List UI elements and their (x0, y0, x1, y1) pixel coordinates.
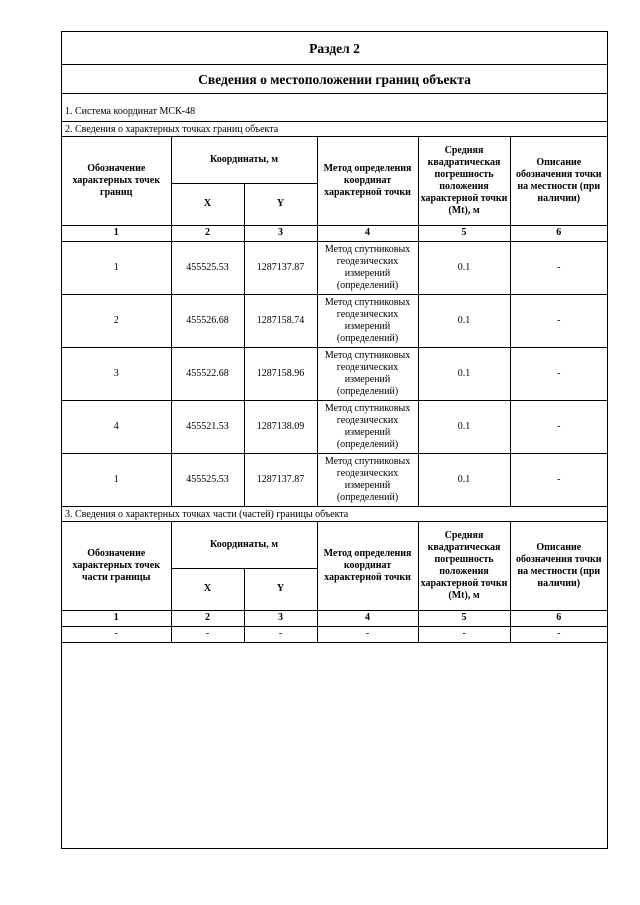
header-x: X (171, 568, 244, 610)
description-cell: - (510, 453, 607, 506)
col-number: 5 (418, 225, 510, 241)
table-row (62, 347, 607, 400)
col-number: 6 (510, 610, 607, 626)
col-number: 5 (418, 610, 510, 626)
error-cell: 0.1 (418, 347, 510, 400)
header-coords: Координаты, м (171, 137, 317, 183)
col-number: 3 (244, 610, 317, 626)
header-point: Обозначение характерных точек части границы (62, 522, 171, 610)
header-description: Описание обозначения точки на местности (при наличии) (510, 137, 607, 225)
parts-heading: 3. Сведения о характерных точках части (частей) границы объекта (62, 506, 607, 522)
method-cell: Метод спутниковых геодезических измерений (определений) (317, 241, 418, 294)
table-row (62, 294, 607, 347)
col-number: 6 (510, 225, 607, 241)
error-cell: - (418, 626, 510, 642)
points-table (62, 137, 607, 507)
error-cell: 0.1 (418, 453, 510, 506)
x-cell: - (171, 626, 244, 642)
col-number: 3 (244, 225, 317, 241)
error-cell: 0.1 (418, 400, 510, 453)
col-number: 1 (62, 225, 171, 241)
point-cell: 3 (62, 347, 171, 400)
x-cell: 455522.68 (171, 347, 244, 400)
x-cell: 455521.53 (171, 400, 244, 453)
col-number: 4 (317, 610, 418, 626)
method-cell: - (317, 626, 418, 642)
header-x: X (171, 183, 244, 225)
method-cell: Метод спутниковых геодезических измерений (определений) (317, 453, 418, 506)
error-cell: 0.1 (418, 294, 510, 347)
y-cell: 1287158.74 (244, 294, 317, 347)
header-description: Описание обозначения точки на местности (при наличии) (510, 522, 607, 610)
header-point: Обозначение характерных точек границ (62, 137, 171, 225)
method-cell: Метод спутниковых геодезических измерений (определений) (317, 347, 418, 400)
header-y: Y (244, 568, 317, 610)
point-cell: 4 (62, 400, 171, 453)
table-row (62, 626, 607, 642)
document-frame (61, 31, 608, 849)
method-cell: Метод спутниковых геодезических измерений (определений) (317, 294, 418, 347)
table-row (62, 400, 607, 453)
coord-system-line: 1. Система координат МСК-48 (62, 102, 607, 122)
error-cell: 0.1 (418, 241, 510, 294)
description-cell: - (510, 400, 607, 453)
x-cell: 455525.53 (171, 453, 244, 506)
y-cell: 1287158.96 (244, 347, 317, 400)
col-number: 4 (317, 225, 418, 241)
y-cell: 1287137.87 (244, 241, 317, 294)
description-cell: - (510, 626, 607, 642)
header-error: Средняя квадратическая погрешность положения характерной точки (Mt), м (418, 137, 510, 225)
x-cell: 455525.53 (171, 241, 244, 294)
description-cell: - (510, 347, 607, 400)
point-cell: 1 (62, 453, 171, 506)
y-cell: 1287138.09 (244, 400, 317, 453)
y-cell: 1287137.87 (244, 453, 317, 506)
col-number: 2 (171, 225, 244, 241)
point-cell: 1 (62, 241, 171, 294)
table-row (62, 241, 607, 294)
table-row (62, 453, 607, 506)
section-label: Раздел 2 (62, 32, 607, 65)
method-cell: Метод спутниковых геодезических измерений (определений) (317, 400, 418, 453)
header-method: Метод определения координат характерной точки (317, 137, 418, 225)
description-cell: - (510, 294, 607, 347)
header-y: Y (244, 183, 317, 225)
x-cell: 455526.68 (171, 294, 244, 347)
col-number: 2 (171, 610, 244, 626)
header-error: Средняя квадратическая погрешность положения характерной точки (Mt), м (418, 522, 510, 610)
points-heading: 2. Сведения о характерных точках границ объекта (62, 122, 607, 137)
header-coords: Координаты, м (171, 522, 317, 568)
point-cell: - (62, 626, 171, 642)
description-cell: - (510, 241, 607, 294)
col-number: 1 (62, 610, 171, 626)
parts-table (62, 522, 607, 643)
section-title: Сведения о местоположении границ объекта (62, 65, 607, 94)
header-method: Метод определения координат характерной точки (317, 522, 418, 610)
y-cell: - (244, 626, 317, 642)
point-cell: 2 (62, 294, 171, 347)
